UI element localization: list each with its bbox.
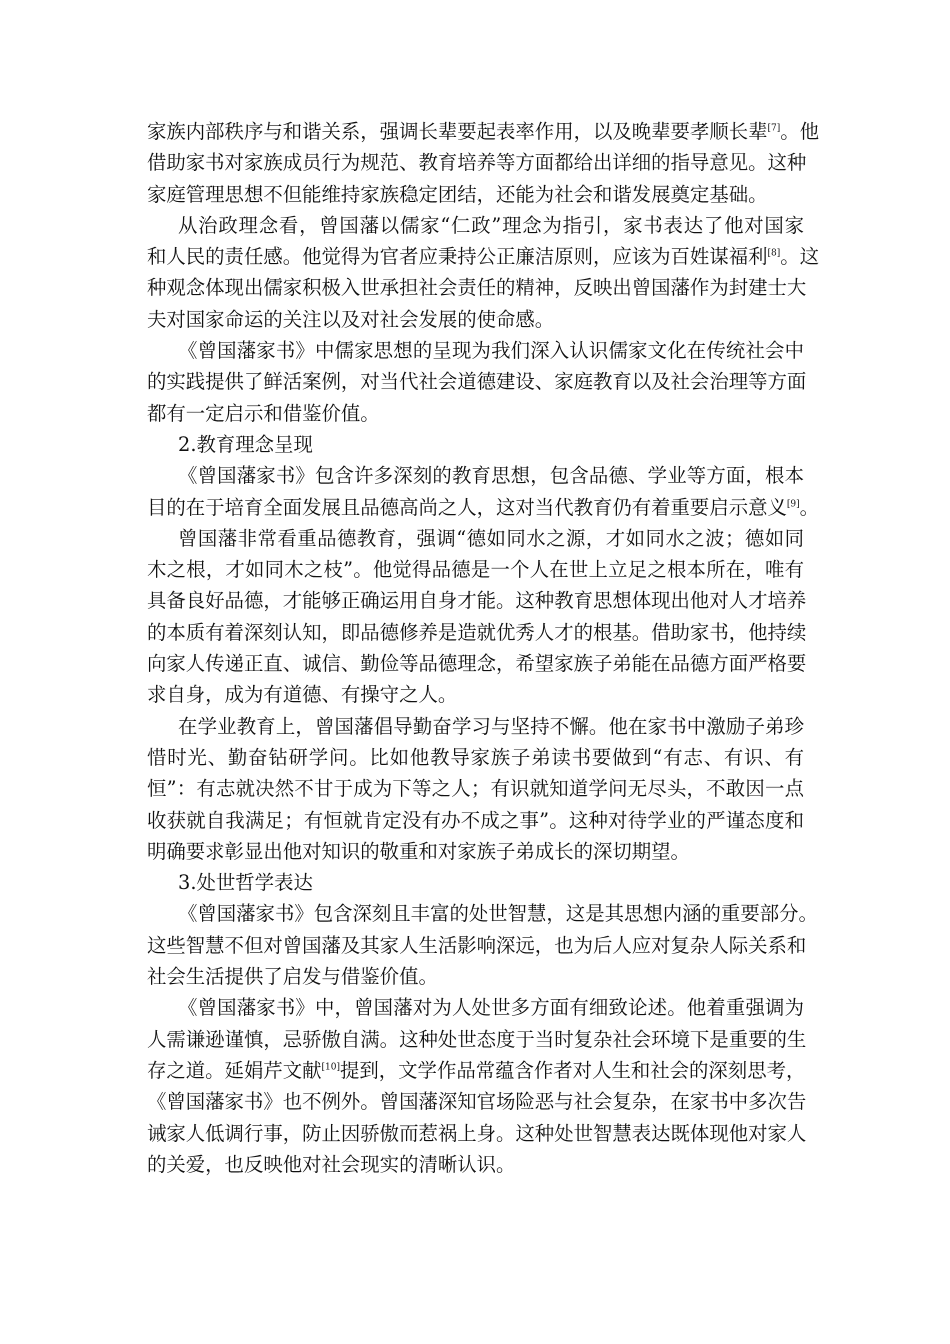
text-line (147, 617, 807, 648)
citation-ref[interactable]: [8] (767, 248, 781, 259)
line-text: 收获就自我满足；有恒就肯定没有办不成之事”。这种对待学业的严谨态度和 (147, 808, 804, 832)
text-line (147, 679, 804, 710)
line-text: 借助家书对家族成员行为规范、教育培养等方面都给出详细的指导意见。这种 (147, 151, 807, 175)
text-line (147, 773, 804, 804)
document-page (147, 116, 820, 1180)
line-text: 《曾国藩家书》包含深刻且丰富的处世智慧，这是其思想内涵的重要部分。 (178, 902, 818, 926)
line-text: 明确要求彰显出他对知识的敬重和对家族子弟成长的深切期望。 (147, 839, 690, 863)
paragraph (147, 992, 807, 1180)
citation-ref[interactable]: [7] (767, 123, 781, 134)
text-line (147, 585, 807, 616)
line-text: 《曾国藩家书》也不例外。曾国藩深知官场险恶与社会复杂，在家书中多次告 (147, 1090, 807, 1114)
line-text: 家庭管理思想不但能维持家族稳定团结，还能为社会和谐发展奠定基础。 (147, 182, 768, 206)
line-text: 《曾国藩家书》中儒家思想的呈现为我们深入认识儒家文化在传统社会中 (178, 339, 804, 363)
line-text: 的本质有着深刻认知，即品德修养是造就优秀人才的根基。借助家书，他持续 (147, 620, 807, 644)
line-text: 种观念体现出儒家积极入世承担社会责任的精神，反映出曾国藩作为封建士大 (147, 276, 807, 300)
text-line (147, 1086, 807, 1117)
text-line (147, 867, 804, 898)
text-line (147, 992, 804, 1023)
text-line (147, 116, 820, 147)
text-line (147, 742, 804, 773)
line-text: 人需谦逊谨慎，忌骄傲自满。这种处世态度于当时复杂社会环境下是重要的生 (147, 1027, 807, 1051)
text-line (147, 147, 807, 178)
text-line (147, 554, 804, 585)
line-text-after: 。 (799, 495, 820, 519)
citation-ref[interactable]: [9] (786, 499, 800, 510)
line-text: 3.处世哲学表达 (178, 871, 313, 895)
text-line (147, 272, 807, 303)
text-line (147, 961, 804, 992)
text-line (147, 304, 804, 335)
line-text: 目的在于培育全面发展且品德高尚之人，这对当代教育仍有着重要启示意义 (147, 495, 787, 519)
text-line (147, 1055, 804, 1086)
line-text: 都有一定启示和借鉴价值。 (147, 401, 380, 425)
line-text: 向家人传递正直、诚信、勤俭等品德理念，希望家族子弟能在品德方面严格要 (147, 652, 807, 676)
text-line (147, 1024, 807, 1055)
text-line (147, 930, 807, 961)
line-text: 具备良好品德，才能够正确运用自身才能。这种教育思想体现出他对人才培养 (147, 589, 807, 613)
paragraph (147, 711, 804, 867)
citation-ref[interactable]: [10] (321, 1062, 340, 1073)
section-heading (147, 429, 804, 460)
line-text: 家族内部秩序与和谐关系，强调长辈要起表率作用，以及晚辈要孝顺长辈 (147, 120, 768, 143)
line-text: 夫对国家命运的关注以及对社会发展的使命感。 (147, 307, 555, 331)
line-text: 的实践提供了鲜活案例，对当代社会道德建设、家庭教育以及社会治理等方面 (147, 370, 807, 394)
text-line (147, 1118, 807, 1149)
line-text-after: 提到，文学作品常蕴含作者对人生和社会的深刻思考， (340, 1058, 806, 1082)
text-line (147, 429, 804, 460)
text-line (147, 460, 804, 491)
line-text-after: 。这 (780, 245, 820, 269)
line-text: 从治政理念看，曾国藩以儒家“仁政”理念为指引，家书表达了他对国家 (178, 213, 804, 237)
text-line (147, 210, 804, 241)
text-line (147, 711, 804, 742)
line-text: 诫家人低调行事，防止因骄傲而惹祸上身。这种处世智慧表达既体现他对家人 (147, 1121, 807, 1145)
line-text: 曾国藩非常看重品德教育，强调“德如同水之源，才如同水之波；德如同 (178, 526, 804, 550)
text-line (147, 241, 820, 272)
line-text: 惜时光、勤奋钻研学问。比如他教导家族子弟读书要做到“有志、有识、有 (147, 745, 804, 769)
paragraph (147, 210, 820, 335)
line-text: 的关爱，也反映他对社会现实的清晰认识。 (147, 1152, 516, 1176)
paragraph (147, 460, 820, 523)
text-line (147, 1149, 804, 1180)
paragraph (147, 335, 807, 429)
line-text: 存之道。延娟芹文献 (147, 1058, 322, 1082)
line-text: 这些智慧不但对曾国藩及其家人生活影响深远，也为后人应对复杂人际关系和 (147, 933, 807, 957)
section-heading (147, 867, 804, 898)
line-text: 在学业教育上，曾国藩倡导勤奋学习与坚持不懈。他在家书中激励子弟珍 (178, 714, 804, 738)
text-line (147, 335, 804, 366)
line-text: 恒”：有志就决然不甘于成为下等之人；有识就知道学问无尽头，不敢因一点 (147, 777, 804, 801)
paragraph (147, 523, 807, 711)
text-line (147, 492, 820, 523)
text-line (147, 366, 807, 397)
line-text: 求自身，成为有道德、有操守之人。 (147, 683, 458, 707)
text-line (147, 523, 804, 554)
line-text: 2.教育理念呈现 (178, 432, 313, 456)
line-text: 《曾国藩家书》包含许多深刻的教育思想，包含品德、学业等方面，根本 (178, 464, 804, 488)
line-text: 《曾国藩家书》中，曾国藩对为人处世多方面有细致论述。他着重强调为 (178, 996, 804, 1020)
text-line (147, 398, 804, 429)
text-line (147, 836, 804, 867)
line-text-after: 。他 (780, 120, 820, 143)
text-line (147, 648, 807, 679)
text-line (147, 898, 818, 929)
line-text: 社会生活提供了启发与借鉴价值。 (147, 965, 438, 989)
line-text: 木之根，才如同木之枝”。他觉得品德是一个人在世上立足之根本所在，唯有 (147, 558, 804, 582)
text-line (147, 179, 804, 210)
line-text: 和人民的责任感。他觉得为官者应秉持公正廉洁原则，应该为百姓谋福利 (147, 245, 768, 269)
paragraph (147, 116, 820, 210)
paragraph (147, 898, 818, 992)
text-line (147, 805, 804, 836)
